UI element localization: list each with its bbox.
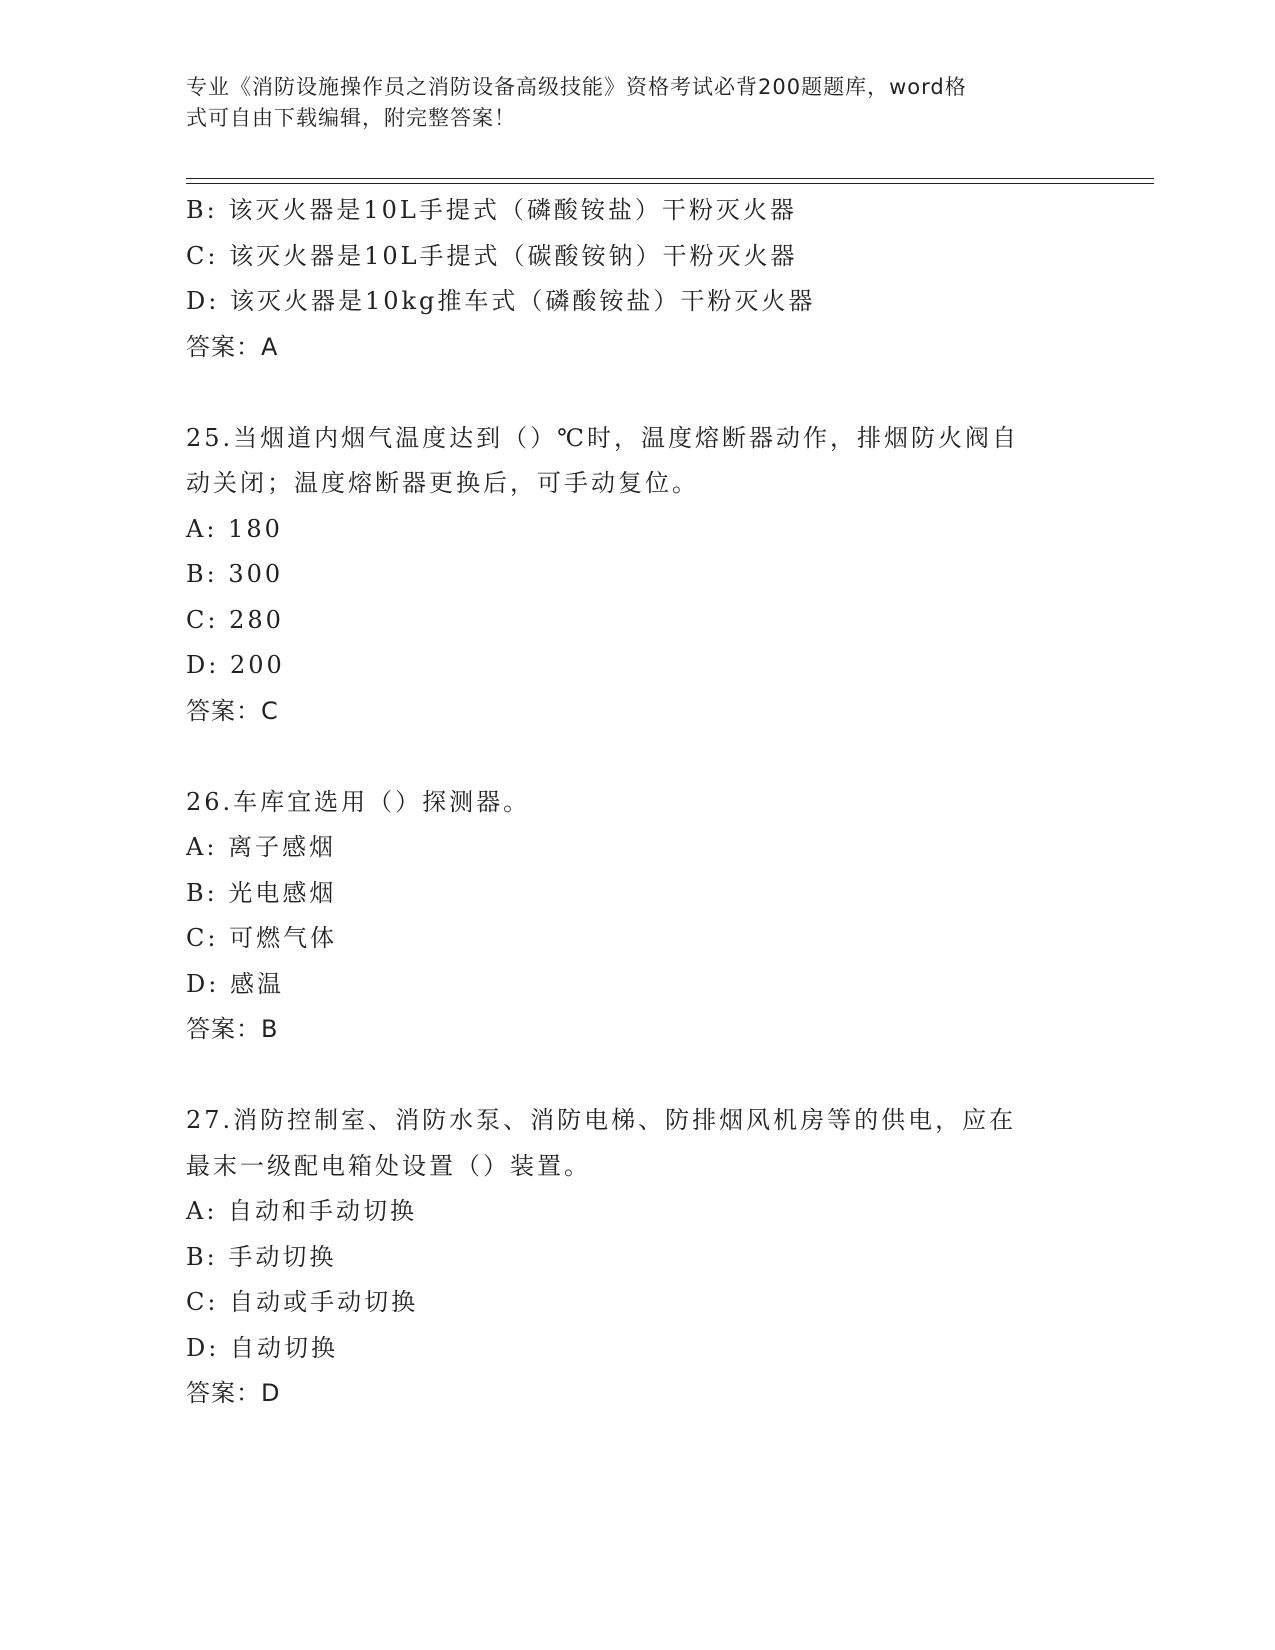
option-b: B: 该灭火器是10L手提式（磷酸铵盐）干粉灭火器 <box>186 196 797 224</box>
answer: 答案：B <box>186 1015 279 1043</box>
option-c: C: 280 <box>186 605 284 634</box>
spacer <box>186 734 1086 780</box>
header-line-1: 专业《消防设施操作员之消防设备高级技能》资格考试必背200题题库，word格 <box>186 75 967 99</box>
question-24-continued <box>186 188 1086 370</box>
spacer <box>186 1053 1086 1099</box>
question-text: 27.消防控制室、消防水泵、消防电梯、防排烟风机房等的供电，应在 <box>186 1106 1017 1134</box>
option-c: C: 该灭火器是10L手提式（碳酸铵钠）干粉灭火器 <box>186 241 798 270</box>
question-26 <box>186 780 1086 1053</box>
option-a: A: 180 <box>186 514 283 543</box>
option-d: D: 200 <box>186 651 285 679</box>
document-body <box>186 188 1086 1417</box>
spacer <box>186 370 1086 416</box>
question-27 <box>186 1098 1086 1417</box>
question-text: 25.当烟道内烟气温度达到（）℃时，温度熔断器动作，排烟防火阀自 <box>186 423 1020 452</box>
option-c: C: 可燃气体 <box>186 924 338 952</box>
answer: 答案：D <box>186 1379 281 1407</box>
option-a: A: 离子感烟 <box>186 833 337 861</box>
option-d: D: 感温 <box>186 969 284 998</box>
header-rule-top <box>186 178 1154 179</box>
header-line-2: 式可自由下载编辑，附完整答案！ <box>186 106 516 130</box>
option-b: B: 光电感烟 <box>186 878 337 907</box>
option-d: D: 自动切换 <box>186 1333 338 1362</box>
option-b: B: 300 <box>186 560 284 588</box>
question-text: 26.车库宜选用（）探测器。 <box>186 787 531 816</box>
option-b: B: 手动切换 <box>186 1242 337 1271</box>
document-header <box>186 72 1086 134</box>
question-text: 动关闭；温度熔断器更换后，可手动复位。 <box>186 469 699 497</box>
answer: 答案：A <box>186 332 279 361</box>
question-text: 最末一级配电箱处设置（）装置。 <box>186 1151 591 1180</box>
header-rule-bottom <box>186 183 1154 184</box>
question-25 <box>186 416 1086 735</box>
option-a: A: 自动和手动切换 <box>186 1197 418 1225</box>
option-c: C: 自动或手动切换 <box>186 1288 419 1316</box>
answer: 答案：C <box>186 696 279 725</box>
option-d: D: 该灭火器是10kg推车式（磷酸铵盐）干粉灭火器 <box>186 287 816 315</box>
